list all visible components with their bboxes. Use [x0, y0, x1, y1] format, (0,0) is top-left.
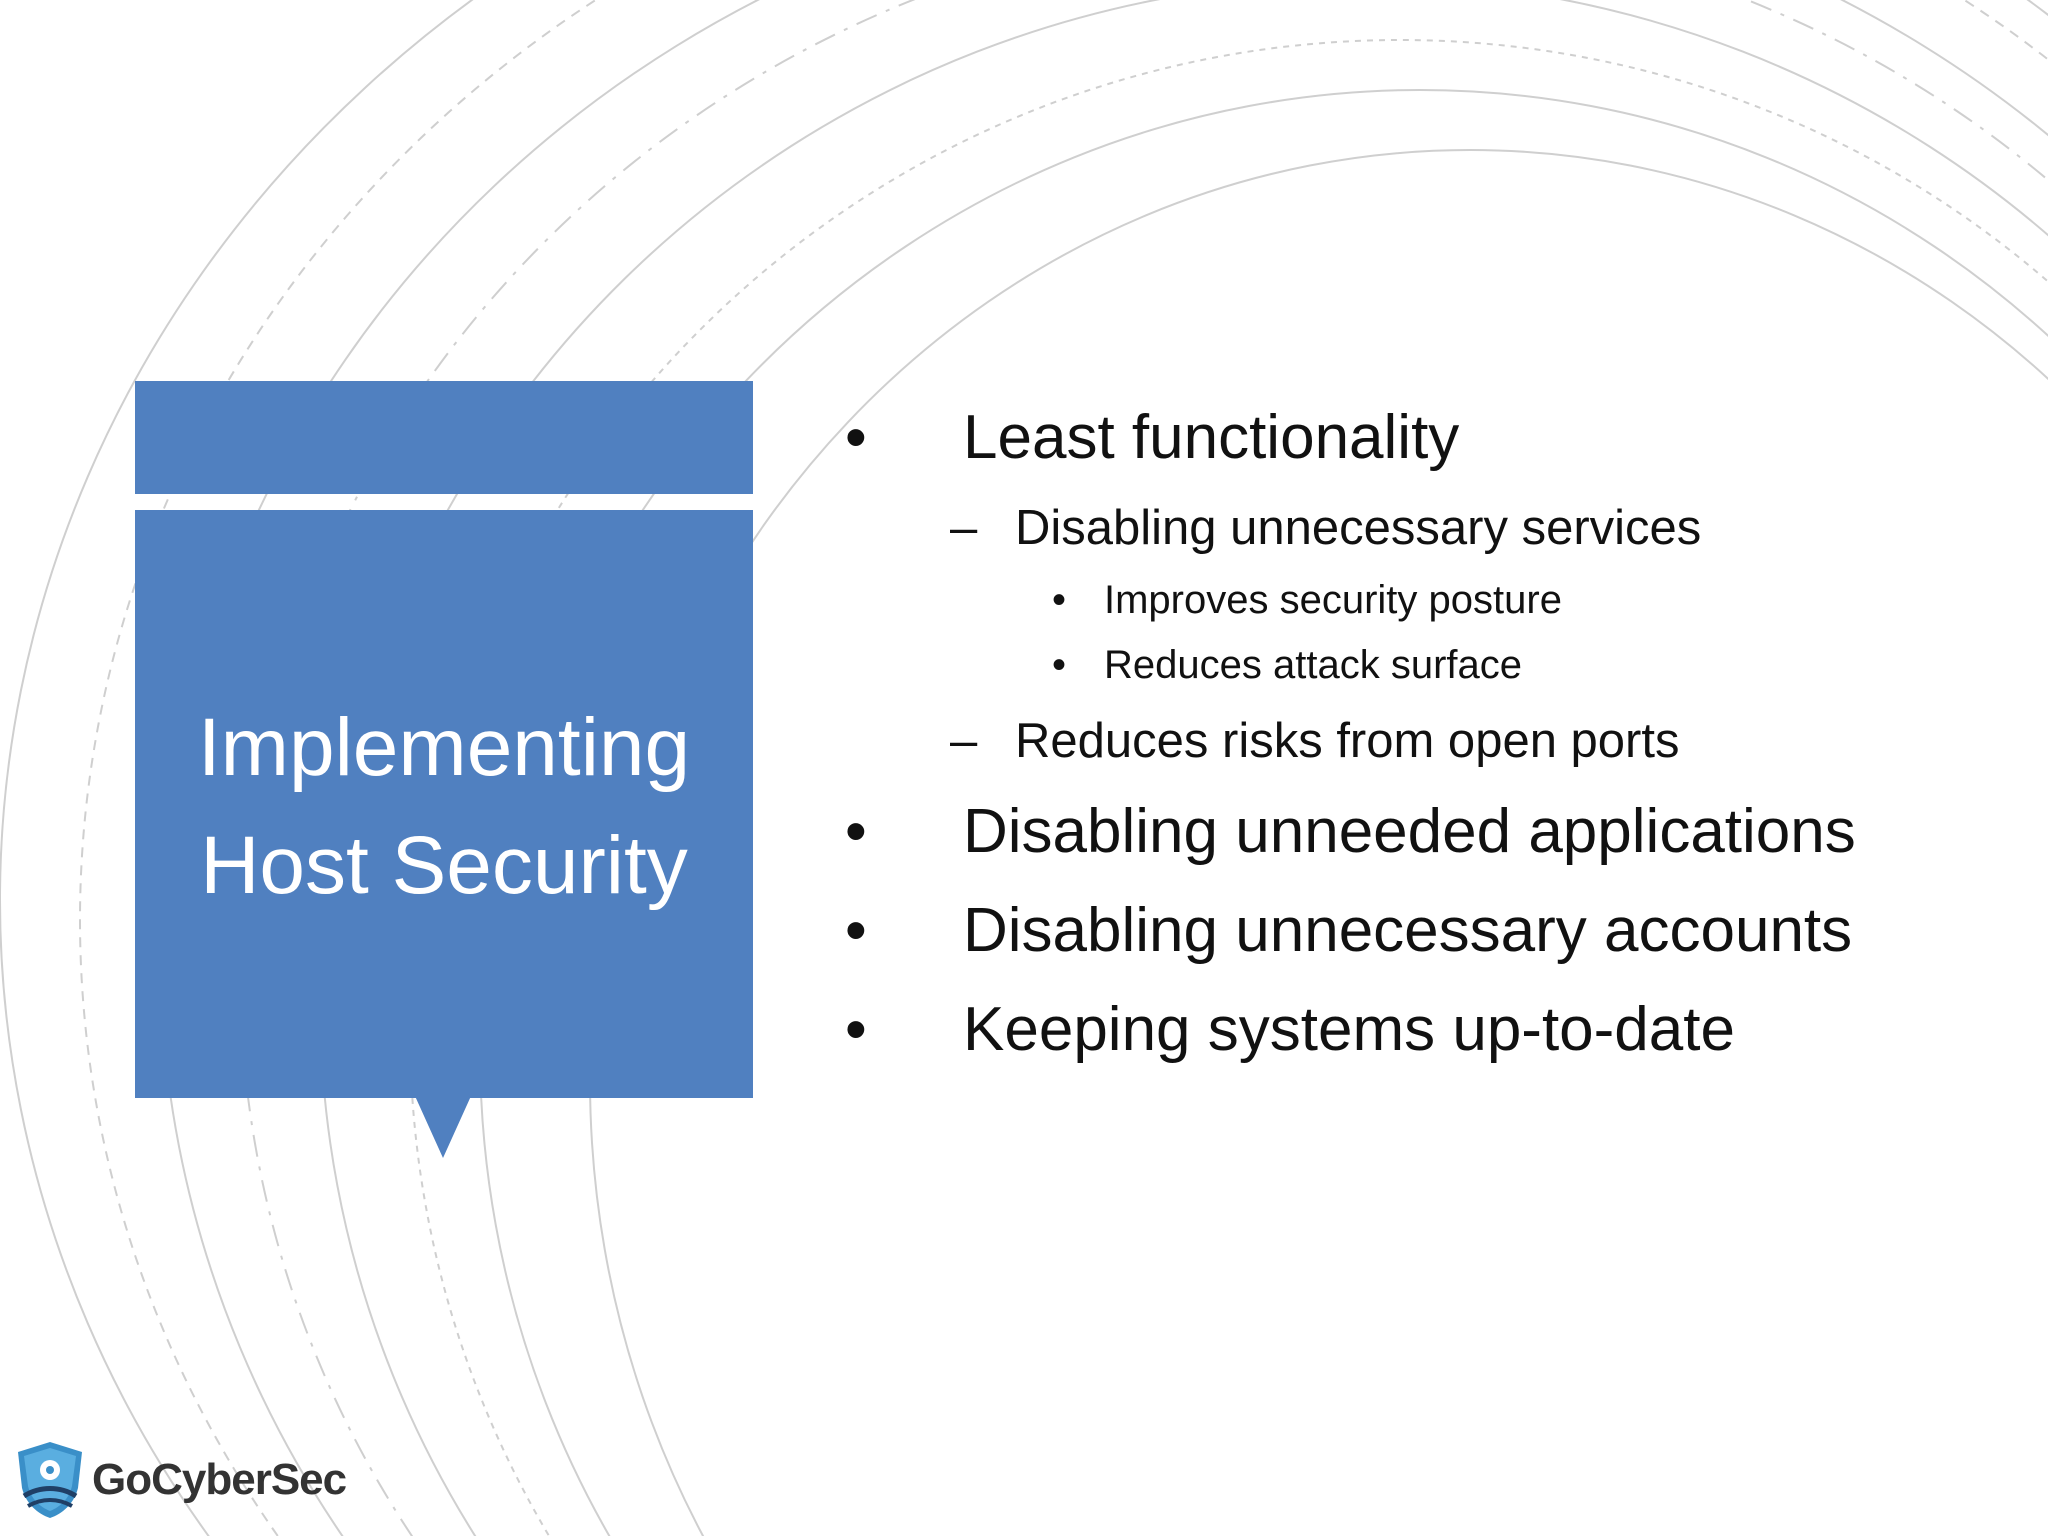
bullet-item — [845, 402, 867, 473]
slide-title-line2: Host Security — [200, 820, 688, 911]
sub-bullet-text: Disabling unnecessary services — [1015, 501, 1702, 555]
sub-sub-bullet-marker: • — [1052, 643, 1067, 687]
bullet-marker: • — [845, 797, 867, 866]
title-pointer — [415, 1096, 471, 1158]
logo-text: GoCyberSec — [92, 1455, 347, 1504]
sub-bullet-marker: – — [950, 501, 978, 555]
title-box — [135, 510, 753, 1098]
bullet-text: Keeping systems up-to-date — [963, 995, 1735, 1064]
bullet-text: Disabling unneeded applications — [963, 797, 1856, 866]
sub-bullet-marker: – — [950, 714, 978, 768]
slide-title — [198, 683, 690, 925]
sub-sub-bullet-text: Improves security posture — [1104, 578, 1562, 622]
bullet-marker: • — [845, 896, 867, 965]
sub-bullet-text: Reduces risks from open ports — [1015, 714, 1680, 768]
bullet-text: Disabling unnecessary accounts — [963, 896, 1853, 965]
bullet-marker: • — [845, 995, 867, 1064]
bullet-text: Least functionality — [963, 403, 1460, 472]
gocybersec-logo — [14, 1440, 346, 1520]
sub-sub-bullet-text: Reduces attack surface — [1104, 643, 1522, 687]
bullet-marker: • — [845, 403, 867, 472]
title-accent-bar — [135, 381, 753, 494]
sub-sub-bullet-marker: • — [1052, 578, 1067, 622]
slide-title-line1: Implementing — [197, 702, 691, 793]
shield-icon — [14, 1440, 86, 1520]
